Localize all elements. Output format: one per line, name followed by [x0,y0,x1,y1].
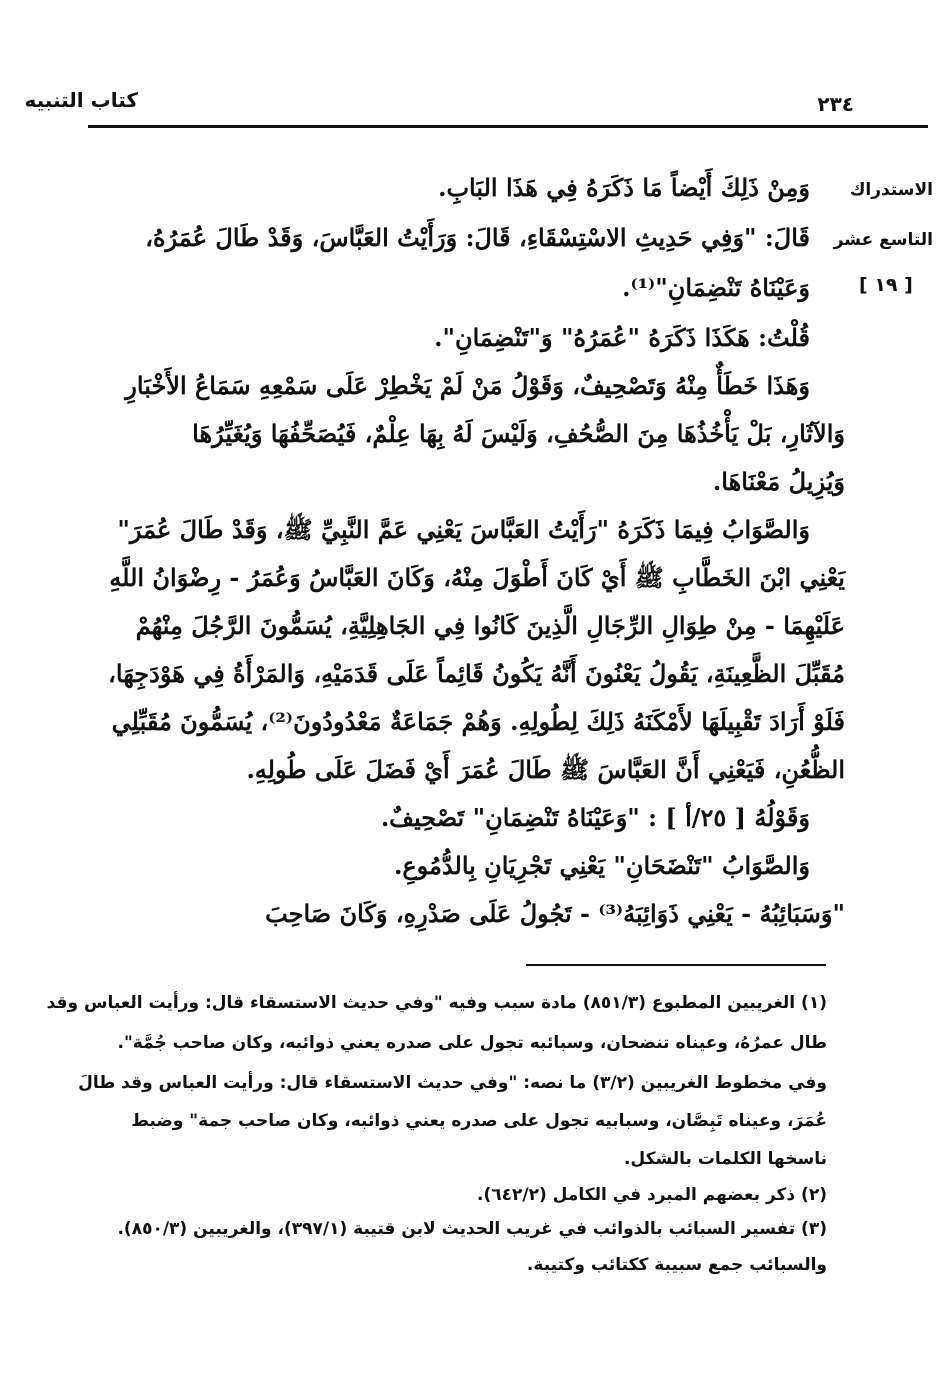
body-line: عَلَيْهِمَا - مِنْ طِوَالِ الرِّجَالِ الَّذِينَ كَانُوا فِي الجَاهِلِيَّةِ، يُسَمُّونَ الرَّجُلَ مِنْهُمْ [135,611,845,640]
margin-note-reference: [ ١٩ ] [859,274,913,296]
body-line: وَالصَّوَابُ فِيمَا ذَكَرَهُ "رَأَيْتُ العَبَّاسَ يَعْنِي عَمَّ النَّبِيِّ ﷺ، وَقَدْ طَالَ عُمَرَ" [117,515,810,544]
footnote-line: (١) الغريبين المطبوع (٨٥١/٣) مادة سبب وفيه "وفي حديث الاستسقاء قال: ورأيت العباس وقد [46,993,827,1013]
body-line: وَيُزِيلُ مَعْنَاهَا. [712,467,845,496]
body-line: قُلْتُ: هَكَذَا ذَكَرَهُ "عُمَرُهُ" وَ"تَنْضِمَانِ". [434,323,810,352]
body-line: وَالآثَارِ، بَلْ يَأْخُذُهَا مِنَ الصُّحُفِ، وَلَيْسَ لَهُ بِهَا عِلْمٌ، فَيُصَحِّفُهَا وَيُغَيِّرُهَا [192,419,845,448]
footnote-line: والسبائب جمع سبيبة ككتائب وكتيبة. [526,1255,827,1275]
margin-note-line-2: التاسع عشر [833,230,933,250]
header-rule [88,125,928,128]
body-line: فَلَوْ أَرَادَ تَقْبِيلَهَا لأَمْكَنَهُ ذَلِكَ لِطُولِهِ. وَهُمْ جَمَاعَةٌ مَعْدُودُونَ⁽²⁾، يُسَمُّونَ مُقَبِّلِي [111,707,845,736]
body-line: مُقَبِّلَ الظَّعِينَةِ، يَقُولُ يَعْنُونَ أَنَّهُ يَكُونُ قَائِماً عَلَى قَدَمَيْهِ، وَالمَرْأَةُ فِي هَوْدَجِهَا، [108,659,845,688]
body-line: وَهَذَا خَطَأٌ مِنْهُ وَتَصْحِيفٌ، وَقَوْلُ مَنْ لَمْ يَخْطِرْ عَلَى سَمْعِهِ سَمَاعُ الأَخْبَارِ [125,371,810,400]
body-line: وَالصَّوَابُ "تَنْضَحَانِ" يَعْنِي تَجْرِيَانِ بِالدُّمُوعِ. [393,851,810,880]
page-number: ٢٣٤ [817,92,854,116]
body-line: يَعْنِي ابْنَ الخَطَّابِ ﷺ أَيْ كَانَ أَطْوَلَ مِنْهُ، وَكَانَ العَبَّاسُ وَعُمَرُ - رِضْوَانُ اللَّهِ [109,563,845,592]
body-line: وَمِنْ ذَلِكَ أَيْضاً مَا ذَكَرَهُ فِي هَذَا البَابِ. [438,173,810,202]
body-line: "وَسَبَائِبُهُ - يَعْنِي ذَوَائِبَهُ⁽³⁾ - تَجُولُ عَلَى صَدْرِهِ، وَكَانَ صَاحِبَ [265,899,845,928]
body-line: وَقَوْلُهُ [ ٢٥/أ ] : "وَعَيْنَاهُ تَنْضِمَانِ" تَصْحِيفٌ. [380,803,810,832]
footnote-line: (٢) ذكر بعضهم المبرد في الكامل (٦٤٢/٢). [477,1185,827,1205]
footnote-line: (٣) تفسير السبائب بالذوائب في غريب الحديث لابن قتيبة (٣٩٧/١)، والغريبين (٨٥٠/٣). [117,1219,827,1239]
footnote-line: وفي مخطوط الغريبين (٣/٢) ما نصه: "وفي حديث الاستسقاء قال: ورأيت العباس وقد طالَ [78,1073,827,1093]
footnote-separator [526,964,826,966]
body-line: قَالَ: "وَفِي حَدِيثِ الاسْتِسْقَاءِ، قَالَ: وَرَأَيْتُ العَبَّاسَ، وَقَدْ طَالَ عُمَرُهُ، [145,223,810,252]
body-line: الظُّعُنِ، فَيَعْنِي أَنَّ العَبَّاسَ ﷺ طَالَ عُمَرَ أَيْ فَضَلَ عَلَى طُولِهِ. [246,755,845,784]
footnote-line: طال عمرُهُ، وعيناه تنضحان، وسبائبه تجول على صدره يعني ذوائبه، وكان صاحب جُمَّة". [117,1033,827,1053]
running-title: كتاب التنبيه [24,88,138,112]
footnote-line: عُمَرَ، وعيناه تَبِصَّان، وسبابيه تجول على صدره يعني ذوائبه، وكان صاحب جمة" وضبط [131,1111,827,1131]
margin-note-line-1: الاستدراك [849,180,933,200]
footnote-line: ناسخها الكلمات بالشكل. [623,1149,827,1169]
body-line: وَعَيْنَاهُ تَنْضِمَانِ"⁽¹⁾. [622,273,810,302]
